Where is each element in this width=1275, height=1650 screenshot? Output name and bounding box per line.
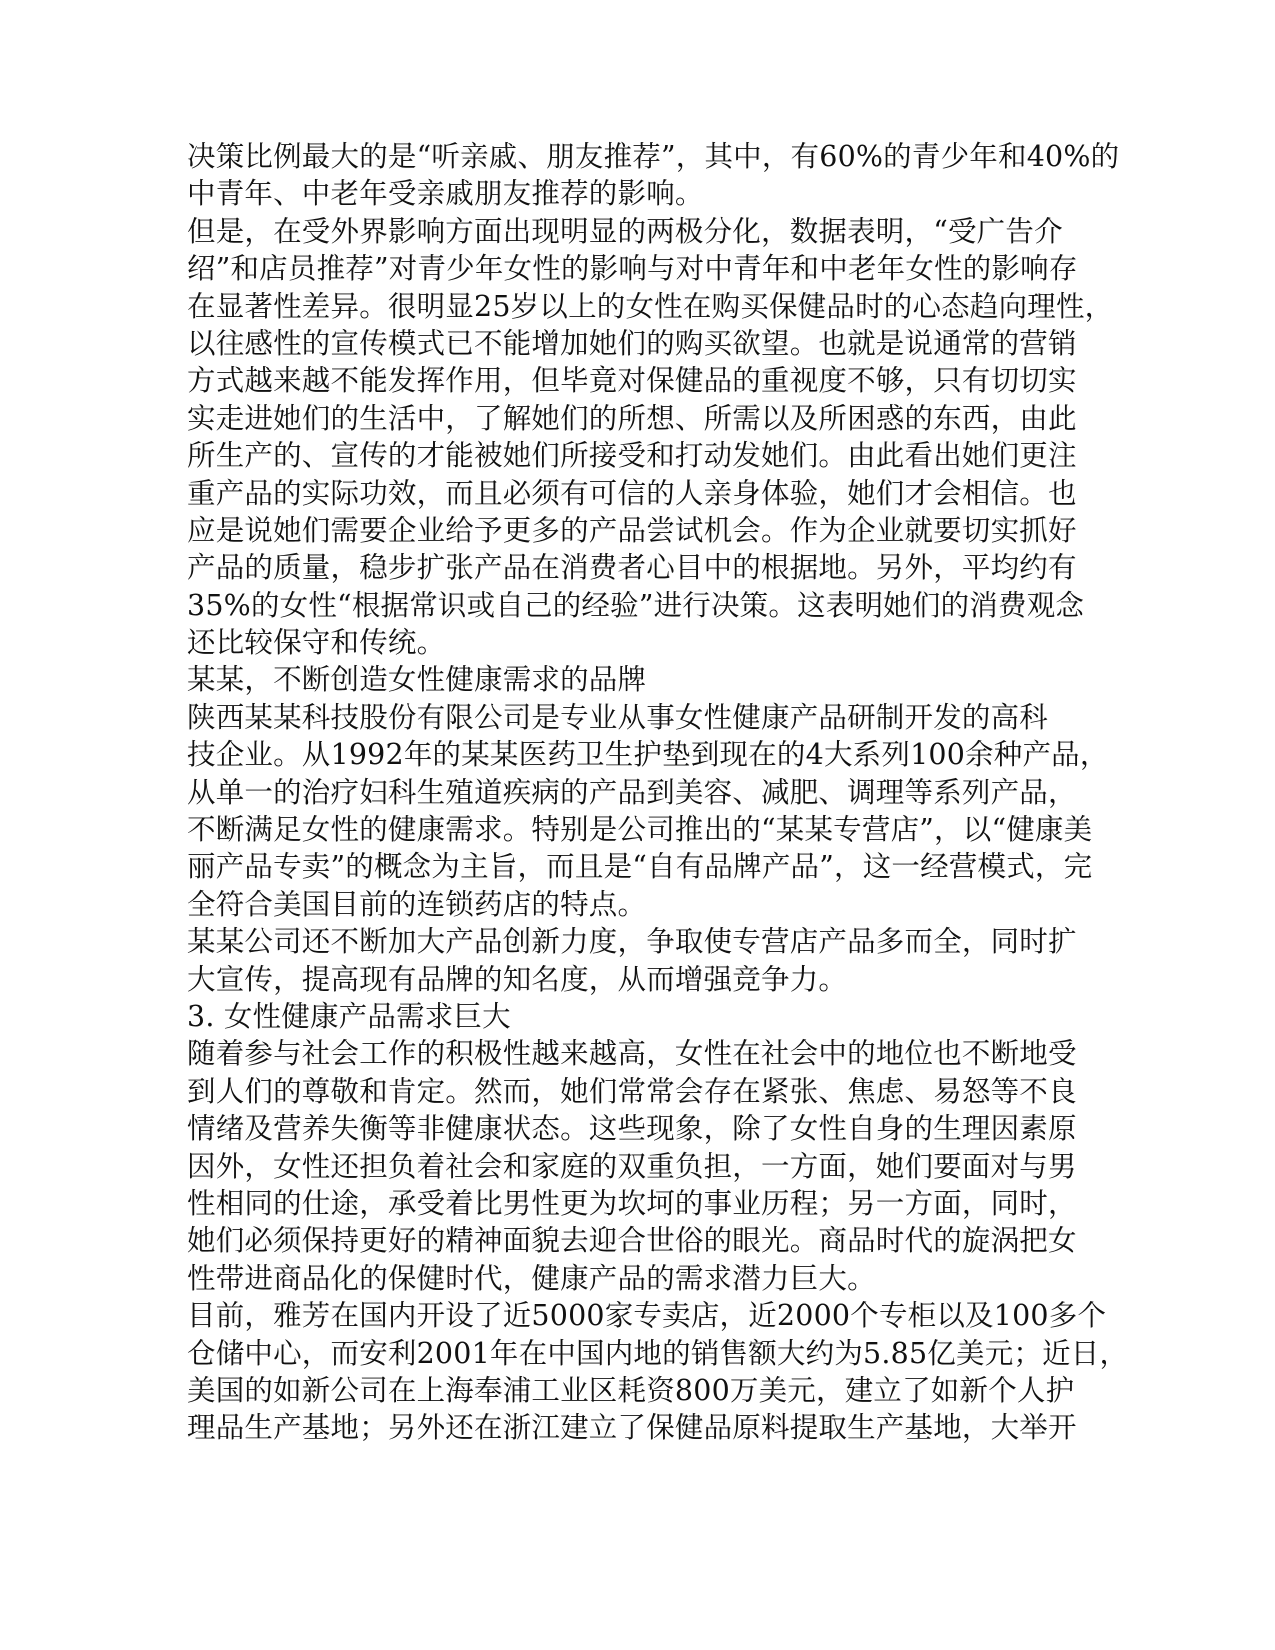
text-line: 重产品的实际功效，而且必须有可信的人亲身体验，她们才会相信。也	[187, 476, 1077, 510]
text-line: 仓储中心，而安利2001年在中国内地的销售额大约为5.85亿美元；近日，	[187, 1336, 1129, 1370]
text-line: 丽产品专卖”的概念为主旨，而且是“自有品牌产品”，这一经营模式，完	[187, 850, 1093, 884]
text-line: 性相同的仕途，承受着比男性更为坎坷的事业历程；另一方面，同时，	[187, 1186, 1077, 1220]
text-line: 方式越来越不能发挥作用，但毕竟对保健品的重视度不够，只有切切实	[187, 364, 1077, 398]
text-line: 还比较保守和传统。	[187, 626, 446, 660]
text-line: 所生产的、宣传的才能被她们所接受和打动发她们。由此看出她们更注	[187, 439, 1077, 473]
section-heading: 3. 女性健康产品需求巨大	[187, 999, 511, 1033]
text-line: 全符合美国目前的连锁药店的特点。	[187, 887, 647, 921]
text-line: 实走进她们的生活中，了解她们的所想、所需以及所困惑的东西，由此	[187, 401, 1077, 435]
text-line: 情绪及营养失衡等非健康状态。这些现象，除了女性自身的生理因素原	[187, 1112, 1077, 1146]
text-line: 理品生产基地；另外还在浙江建立了保健品原料提取生产基地，大举开	[187, 1411, 1077, 1445]
text-line: 绍”和店员推荐”对青少年女性的影响与对中青年和中老年女性的影响存	[187, 252, 1078, 286]
text-line: 产品的质量，稳步扩张产品在消费者心目中的根据地。另外，平均约有	[187, 551, 1077, 585]
section-heading: 某某，不断创造女性健康需求的品牌	[187, 663, 647, 697]
text-line: 美国的如新公司在上海奉浦工业区耗资800万美元，建立了如新个人护	[187, 1373, 1075, 1407]
text-line: 决策比例最大的是“听亲戚、朋友推荐”，其中，有60%的青少年和40%的	[187, 140, 1120, 173]
text-line: 性带进商品化的保健时代，健康产品的需求潜力巨大。	[187, 1261, 876, 1295]
text-line: 35%的女性“根据常识或自己的经验”进行决策。这表明她们的消费观念	[187, 588, 1085, 622]
text-line: 中青年、中老年受亲戚朋友推荐的影响。	[187, 177, 704, 211]
text-line: 因外，女性还担负着社会和家庭的双重负担，一方面，她们要面对与男	[187, 1149, 1077, 1183]
text-line: 到人们的尊敬和肯定。然而，她们常常会存在紧张、焦虑、易怒等不良	[187, 1074, 1077, 1108]
text-line: 陕西某某科技股份有限公司是专业从事女性健康产品研制开发的高科	[187, 700, 1049, 734]
text-line: 在显著性差异。很明显25岁以上的女性在购买保健品时的心态趋向理性，	[187, 289, 1114, 323]
text-line: 技企业。从1992年的某某医药卫生护垫到现在的4大系列100余种产品，	[187, 738, 1109, 772]
text-line: 目前，雅芳在国内开设了近5000家专卖店，近2000个专柜以及100多个	[187, 1299, 1107, 1333]
body-text	[187, 138, 1129, 1447]
text-line: 不断满足女性的健康需求。特别是公司推出的“某某专营店”，以“健康美	[187, 813, 1093, 847]
text-line: 某某公司还不断加大产品创新力度，争取使专营店产品多而全，同时扩	[187, 925, 1077, 959]
text-line: 以往感性的宣传模式已不能增加她们的购买欲望。也就是说通常的营销	[187, 326, 1077, 360]
text-line: 随着参与社会工作的积极性越来越高，女性在社会中的地位也不断地受	[187, 1037, 1077, 1071]
text-line: 但是，在受外界影响方面出现明显的两极分化，数据表明，“受广告介	[187, 214, 1063, 248]
text-line: 她们必须保持更好的精神面貌去迎合世俗的眼光。商品时代的旋涡把女	[187, 1224, 1077, 1258]
text-line: 从单一的治疗妇科生殖道疾病的产品到美容、减肥、调理等系列产品，	[187, 775, 1077, 809]
text-line: 应是说她们需要企业给予更多的产品尝试机会。作为企业就要切实抓好	[187, 513, 1077, 547]
text-line: 大宣传，提高现有品牌的知名度，从而增强竞争力。	[187, 962, 848, 996]
